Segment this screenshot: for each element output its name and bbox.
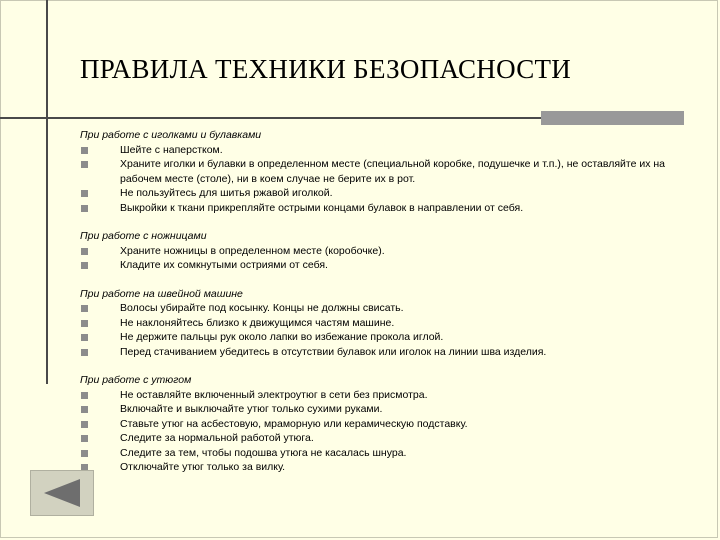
list-item: Не оставляйте включенный электроутюг в сети без присмотра.: [80, 388, 670, 403]
square-bullet-icon: [81, 421, 88, 428]
square-bullet-icon: [81, 262, 88, 269]
list-item: Кладите их сомкнутыми остриями от себя.: [80, 258, 670, 273]
square-bullet-icon: [81, 349, 88, 356]
square-bullet-icon: [81, 450, 88, 457]
page-title: ПРАВИЛА ТЕХНИКИ БЕЗОПАСНОСТИ: [80, 54, 572, 84]
square-bullet-icon: [81, 435, 88, 442]
list-item: Храните иголки и булавки в определенном месте (специальной коробке, подушечке и т.п.), не оставляйте их на рабочем месте (столе), ни в коем случае не берите их в рот.: [80, 157, 670, 186]
square-bullet-icon: [81, 190, 88, 197]
list-item: Ставьте утюг на асбестовую, мраморную или керамическую подставку.: [80, 417, 670, 432]
safety-rules-list: [80, 128, 670, 489]
list-item: Храните ножницы в определенном месте (коробочке).: [80, 244, 670, 259]
square-bullet-icon: [81, 161, 88, 168]
square-bullet-icon: [81, 334, 88, 341]
square-bullet-icon: [81, 320, 88, 327]
section-needles: [80, 128, 670, 215]
section-sewing-machine: [80, 287, 670, 360]
triangle-left-icon: [40, 477, 84, 509]
section-iron: [80, 373, 670, 475]
section-scissors: [80, 229, 670, 273]
square-bullet-icon: [81, 147, 88, 154]
square-bullet-icon: [81, 248, 88, 255]
square-bullet-icon: [81, 305, 88, 312]
list-item: Отключайте утюг только за вилку.: [80, 460, 670, 475]
section-heading: При работе на швейной машине: [80, 287, 243, 300]
section-heading: При работе с иголками и булавками: [80, 129, 262, 141]
list-item: Шейте с наперстком.: [80, 143, 670, 158]
list-item: Не пользуйтесь для шитья ржавой иголкой.: [80, 186, 670, 201]
list-item: Волосы убирайте под косынку. Концы не должны свисать.: [80, 301, 670, 316]
list-item: Не держите пальцы рук около лапки во избежание прокола иглой.: [80, 330, 670, 345]
back-button[interactable]: [30, 470, 94, 516]
list-item: Выкройки к ткани прикрепляйте острыми концами булавок в направлении от себя.: [80, 201, 670, 216]
left-vertical-bar: [46, 0, 48, 384]
list-item: Не наклоняйтесь близко к движущимся частям машине.: [80, 316, 670, 331]
square-bullet-icon: [81, 205, 88, 212]
list-item: Следите за нормальной работой утюга.: [80, 431, 670, 446]
section-heading: При работе с утюгом: [80, 374, 192, 386]
list-item: Включайте и выключайте утюг только сухими руками.: [80, 402, 670, 417]
list-item: Перед стачиванием убедитесь в отсутствии булавок или иголок на линии шва изделия.: [80, 345, 670, 360]
section-heading: При работе с ножницами: [80, 230, 207, 242]
title-underline-block: [541, 111, 684, 125]
square-bullet-icon: [81, 392, 88, 399]
square-bullet-icon: [81, 406, 88, 413]
list-item: Следите за тем, чтобы подошва утюга не касалась шнура.: [80, 446, 670, 461]
